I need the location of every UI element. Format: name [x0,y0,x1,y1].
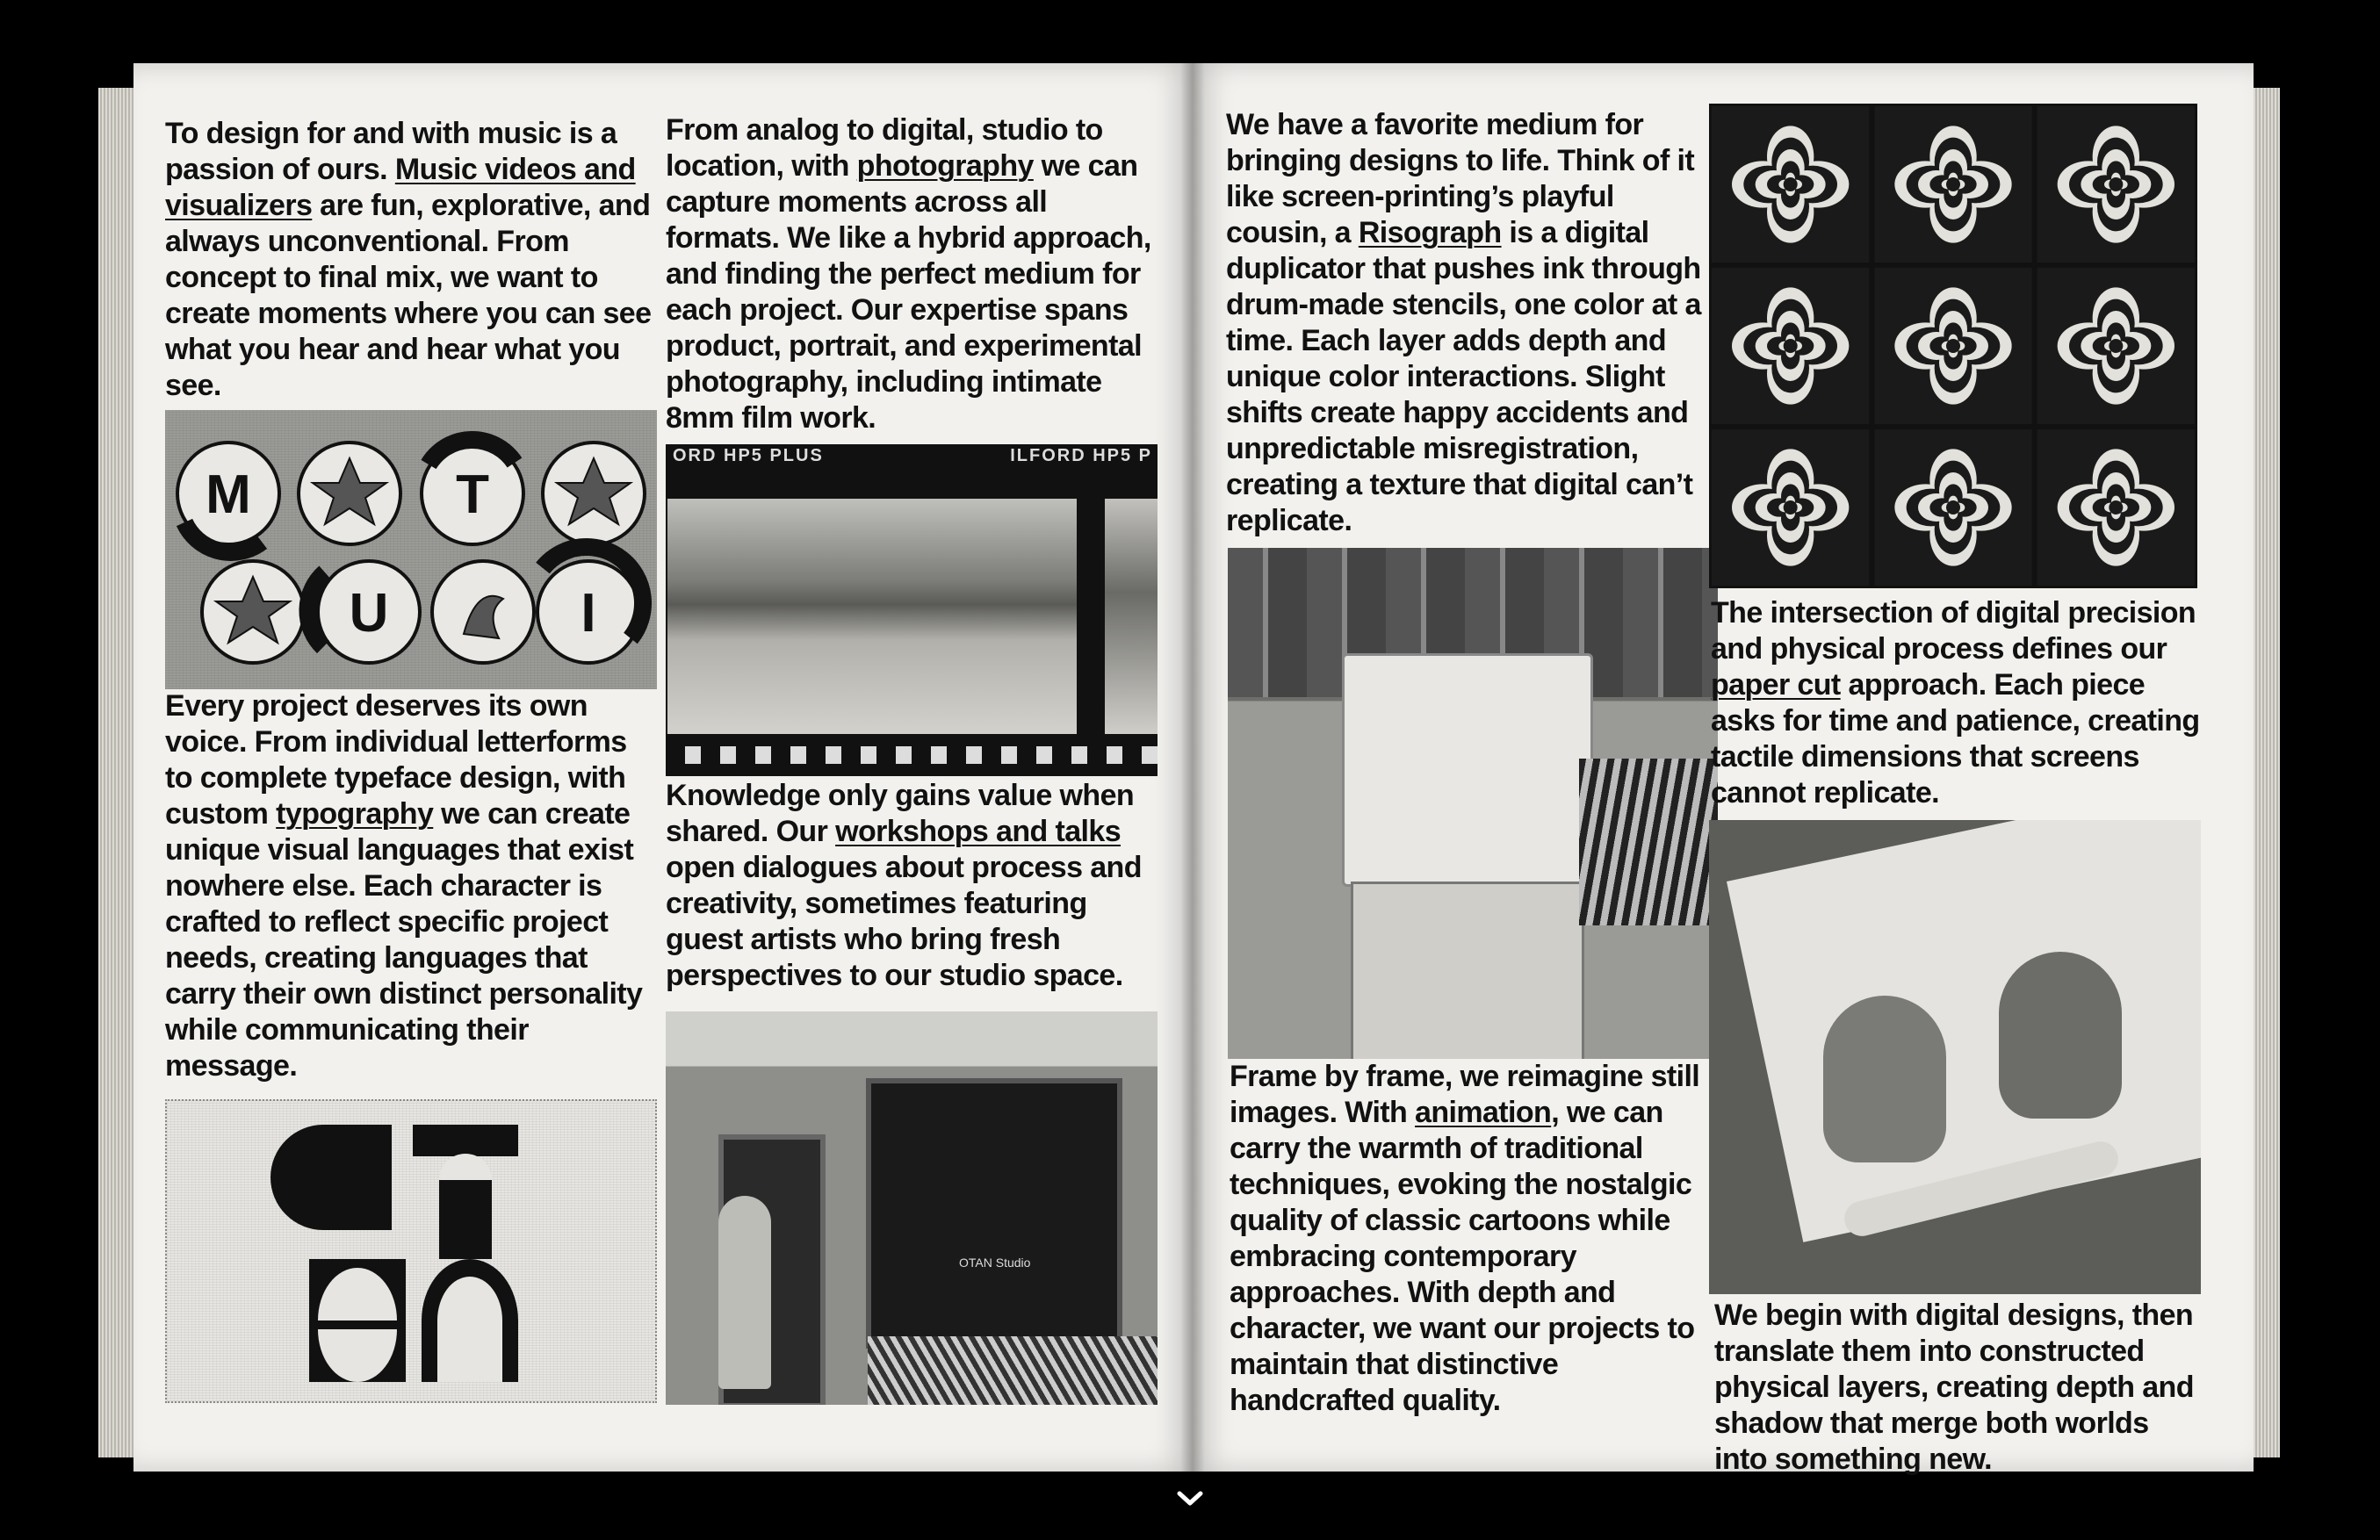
petal-cell [1712,268,1869,424]
paper-cut-link[interactable]: paper cut [1711,668,1841,702]
photography-paragraph [666,112,1158,436]
next-frame [1105,499,1158,734]
petal-cell [1874,429,2031,586]
music-videos-link[interactable]: Music videos and visualizers [165,153,636,222]
layers-paragraph [1714,1298,2206,1478]
workshops-link[interactable]: workshops and talks [835,815,1121,848]
text: We begin with digital designs, then translate them into constructed physical layers, creating depth and shadow that merge both worlds into something new. [1714,1299,2194,1476]
petal-cell [2037,106,2195,263]
person-figure [718,1196,771,1389]
photography-link[interactable]: photography [856,149,1034,183]
magazine-spread [98,63,2280,1476]
text: From analog to digital, studio to location, with [666,113,1103,183]
text: , we can carry the warmth of traditional techniques, evoking the nostalgic quality of classic cartoons while embracing contemporary approaches. With depth and character, we want our projects to maintain that distinctive handcrafted quality. [1230,1096,1695,1417]
petal-cell [1712,106,1869,263]
right-page [1193,63,2254,1476]
typeface-specimen-image [165,1099,657,1403]
page-edges-right [2254,88,2280,1457]
text: are fun, explorative, and always unconventional. From concept to final mix, we want to create moments where you can see what you hear and hear what you see. [165,189,652,402]
petal-cell [2037,429,2195,586]
music-paragraph [165,116,657,404]
typography-link[interactable]: typography [276,797,434,831]
book-gutter [1180,63,1205,1472]
paper-cut-paragraph [1711,595,2203,811]
left-page [133,63,1193,1472]
film-edge-text-left: ORD HP5 PLUS [673,446,824,465]
machine-stand [1351,882,1584,1059]
beach-frame [667,499,1077,734]
storefront-sign: OTAN Studio [959,1256,1031,1270]
typography-paragraph [165,688,657,1084]
risograph-link[interactable]: Risograph [1358,216,1502,249]
animation-link[interactable]: animation [1415,1096,1552,1129]
prints-stack [1579,759,1718,925]
text: Every project deserves its own voice. From individual letterforms to complete typeface design, with custom [165,689,627,831]
text: Frame by frame, we reimagine still images. With [1230,1060,1700,1129]
letter-u: U [349,583,389,644]
music-visualizer-image [165,410,657,689]
studio-storefront-photo [666,1011,1158,1405]
petal-cell [1712,429,1869,586]
portrait-face-left [1823,996,1946,1162]
text: we can create unique visual languages that exist nowhere else. Each character is crafted to reflect specific project needs, creating languages that carry their own distinct personality while communicating their message. [165,797,643,1083]
animation-paragraph [1230,1059,1721,1419]
risograph-machine-photo [1228,548,1718,1059]
workshops-paragraph [666,778,1158,994]
paper-cut-pattern-image [1709,104,2197,588]
letter-m: M [206,464,251,525]
chevron-down-icon[interactable] [1175,1484,1205,1514]
text: we can capture moments across all formats. We like a hybrid approach, and finding the perfect medium for each project. Our expertise spans product, portrait, and experimental photography, including intimate 8mm film work. [666,149,1151,435]
page-edges-left [98,88,133,1457]
text: The intersection of digital precision and physical process defines our [1711,596,2196,666]
text: To design for and with music is a passion of ours. [165,117,617,186]
text: approach. Each piece asks for time and patience, creating tactile dimensions that screens cannot replicate. [1711,668,2200,810]
portrait-face-right [1999,952,2122,1119]
film-sprockets [666,746,1158,764]
letter-t: T [456,464,489,525]
text: We have a favorite medium for bringing designs to life. Think of it like screen-printing’s playful cousin, a [1226,108,1695,249]
paper-layers-photo [1709,820,2201,1294]
petal-cell [2037,268,2195,424]
text: open dialogues about process and creativity, sometimes featuring guest artists who bring fresh perspectives to our studio space. [666,851,1142,992]
petal-cell [1874,268,2031,424]
text: Knowledge only gains value when shared. Our [666,779,1135,848]
text: is a digital duplicator that pushes ink through drum-made stencils, one color at a time. Each layer adds depth and unique color interactions. Slight shifts create happy accidents and unpredictable misregistration, creating a texture that digital can’t replicate. [1226,216,1701,537]
film-strip-photo [666,444,1158,776]
storefront-window [866,1078,1122,1349]
graffiti-wall [868,1336,1158,1405]
petal-cell [1874,106,2031,263]
film-edge-text-right: ILFORD HP5 P [1010,446,1152,465]
risograph-machine [1342,653,1593,887]
letter-i: I [581,583,596,644]
risograph-paragraph [1226,107,1718,539]
